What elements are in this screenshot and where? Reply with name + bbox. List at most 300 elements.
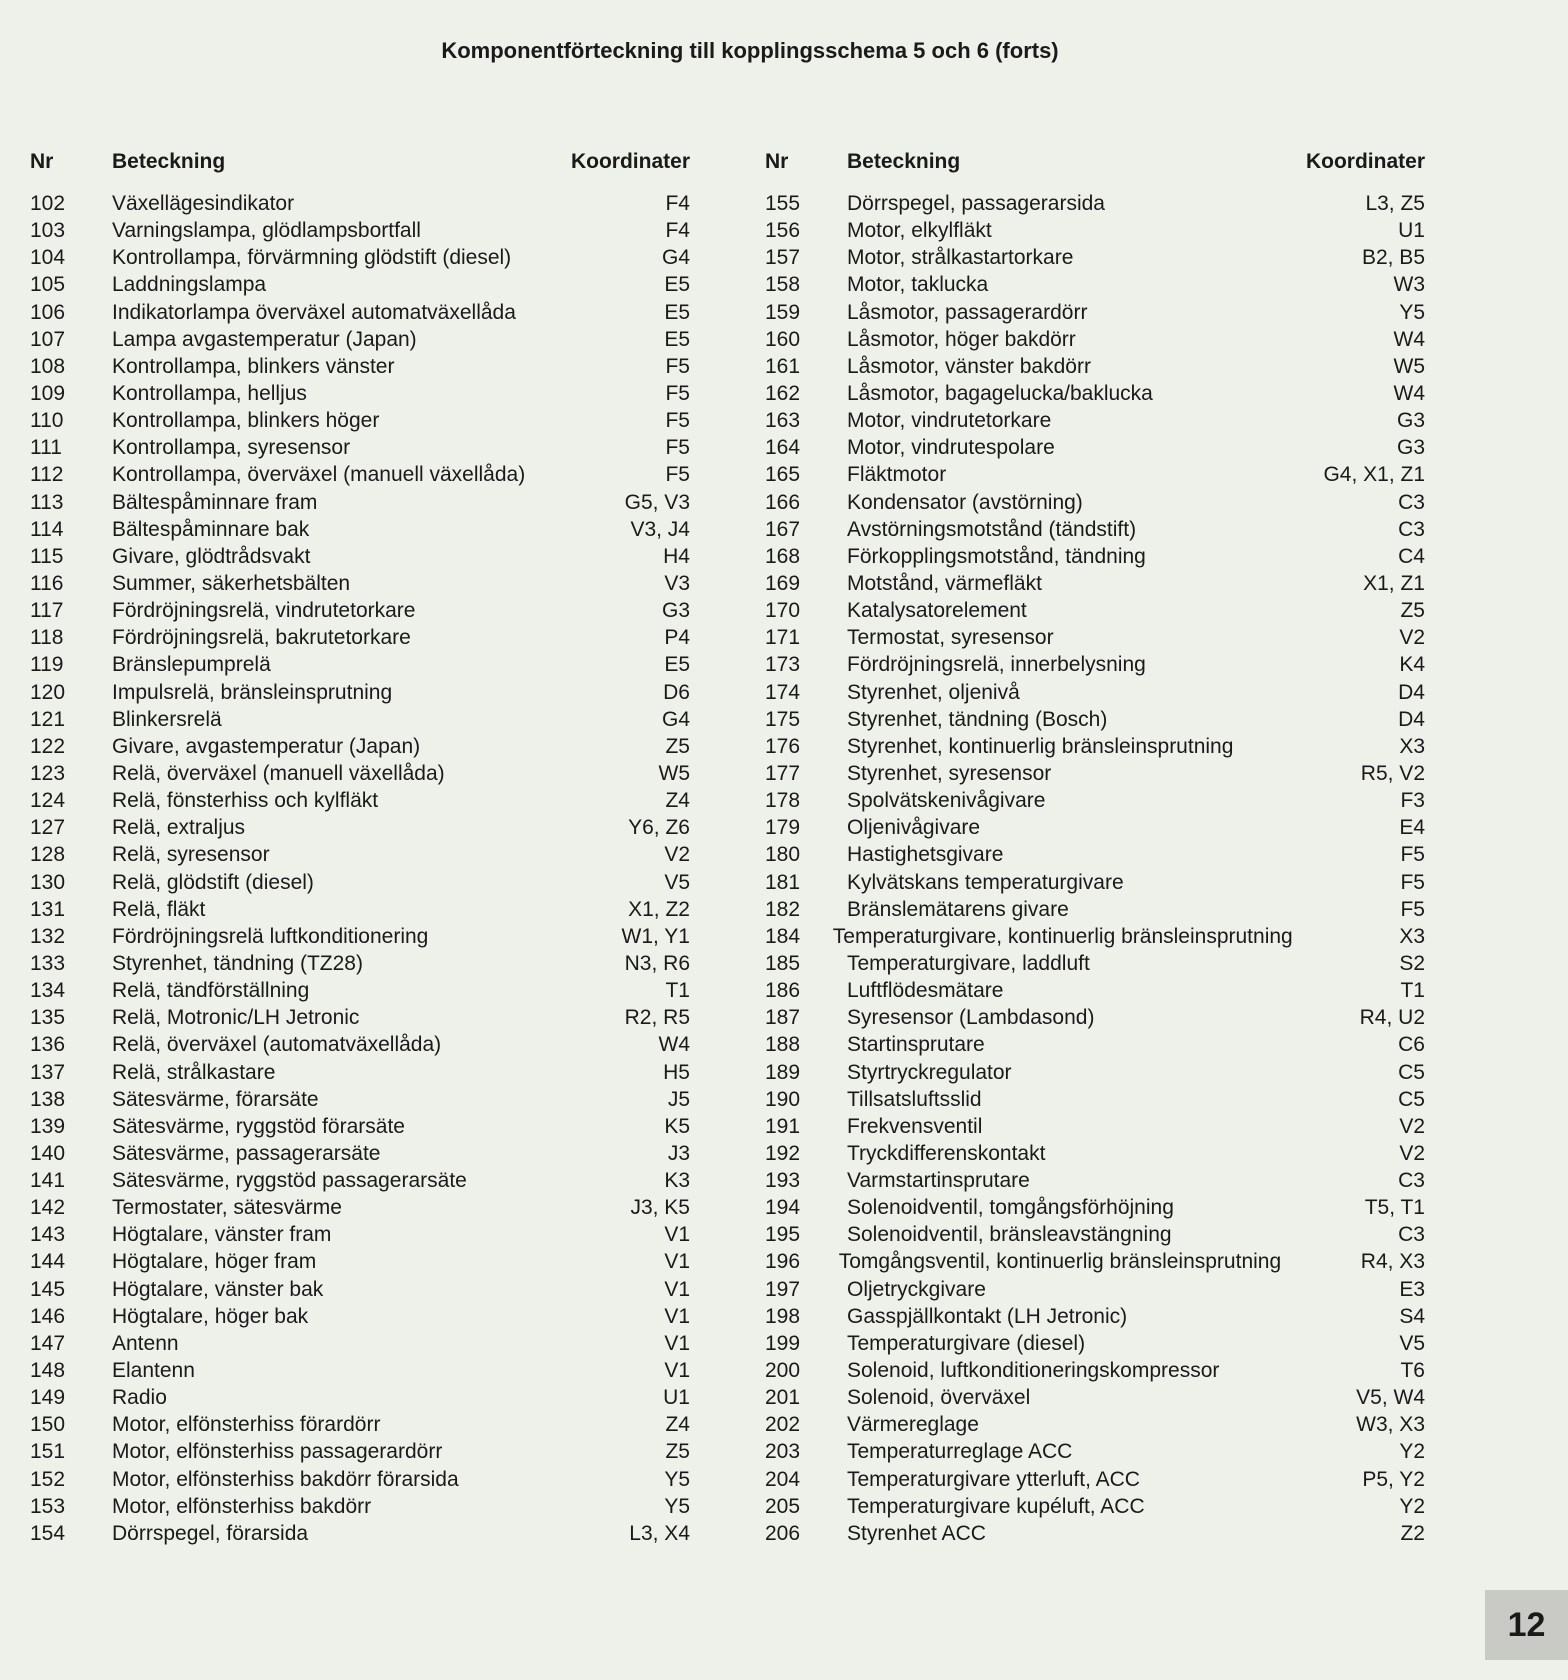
table-row bbox=[765, 843, 1425, 870]
component-coordinates: Y2 bbox=[1399, 1494, 1425, 1518]
component-coordinates: F5 bbox=[665, 381, 690, 405]
component-coordinates: J5 bbox=[667, 1087, 690, 1111]
component-number: 111 bbox=[30, 436, 62, 460]
component-name: Styrenhet, kontinuerlig bränsleinsprutning bbox=[847, 734, 1234, 758]
component-coordinates: V5 bbox=[1399, 1331, 1425, 1355]
component-coordinates: V3 bbox=[664, 571, 690, 595]
component-name: Sätesvärme, förarsäte bbox=[112, 1087, 319, 1111]
component-name: Motor, strålkastartorkare bbox=[847, 246, 1074, 270]
component-coordinates: Z4 bbox=[665, 1413, 690, 1437]
component-name: Fördröjningsrelä luftkonditionering bbox=[112, 924, 429, 948]
component-name: Bränslemätarens givare bbox=[847, 897, 1069, 921]
table-row bbox=[765, 1250, 1425, 1277]
component-number: 138 bbox=[30, 1087, 66, 1111]
component-name: Högtalare, höger bak bbox=[112, 1304, 309, 1328]
table-row bbox=[30, 1495, 690, 1522]
component-name: Förkopplingsmotstånd, tändning bbox=[847, 544, 1146, 568]
table-row bbox=[30, 219, 690, 246]
table-row bbox=[30, 355, 690, 382]
table-row bbox=[30, 1413, 690, 1440]
component-name: Kontrollampa, överväxel (manuell växellåda) bbox=[112, 463, 526, 487]
component-coordinates: J3 bbox=[667, 1141, 690, 1165]
component-name: Sätesvärme, ryggstöd förarsäte bbox=[112, 1114, 405, 1138]
component-coordinates: F5 bbox=[1400, 843, 1425, 867]
table-row bbox=[765, 789, 1425, 816]
table-row bbox=[30, 518, 690, 545]
component-name: Bältespåminnare fram bbox=[112, 490, 318, 514]
component-coordinates: Z5 bbox=[665, 1440, 690, 1464]
table-row bbox=[30, 735, 690, 762]
table-row bbox=[765, 871, 1425, 898]
component-name: Varmstartinsprutare bbox=[847, 1169, 1030, 1193]
table-row bbox=[30, 436, 690, 463]
component-coordinates: D4 bbox=[1398, 680, 1425, 704]
component-name: Tryckdifferenskontakt bbox=[847, 1141, 1046, 1165]
component-number: 148 bbox=[30, 1359, 66, 1383]
component-name: Högtalare, vänster fram bbox=[112, 1223, 332, 1247]
component-name: Relä, överväxel (manuell växellåda) bbox=[112, 761, 445, 785]
table-row bbox=[30, 1115, 690, 1142]
component-name: Styrenhet, syresensor bbox=[847, 761, 1052, 785]
component-number: 103 bbox=[30, 219, 66, 243]
component-coordinates: R2, R5 bbox=[624, 1006, 690, 1030]
component-name: Motor, elkylfläkt bbox=[847, 219, 992, 243]
component-number: 189 bbox=[765, 1060, 801, 1084]
component-coordinates: T5, T1 bbox=[1364, 1196, 1425, 1220]
component-coordinates: X1, Z2 bbox=[628, 897, 690, 921]
table-row bbox=[765, 1142, 1425, 1169]
table-row bbox=[30, 1522, 690, 1549]
table-row bbox=[30, 789, 690, 816]
component-coordinates: W4 bbox=[1393, 327, 1425, 351]
component-coordinates: E3 bbox=[1399, 1277, 1425, 1301]
table-row bbox=[30, 1359, 690, 1386]
component-name: Varningslampa, glödlampsbortfall bbox=[112, 219, 421, 243]
component-name: Relä, tändförställning bbox=[112, 979, 310, 1003]
component-name: Temperaturgivare, laddluft bbox=[847, 951, 1090, 975]
component-number: 177 bbox=[765, 761, 801, 785]
component-name: Temperaturgivare, kontinuerlig bränsleinsprutning bbox=[832, 924, 1293, 948]
component-number: 180 bbox=[765, 843, 801, 867]
component-number: 188 bbox=[765, 1033, 801, 1057]
component-number: 127 bbox=[30, 816, 66, 840]
component-name: Relä, glödstift (diesel) bbox=[112, 870, 314, 894]
table-row bbox=[30, 952, 690, 979]
component-number: 184 bbox=[765, 924, 801, 948]
table-row bbox=[765, 735, 1425, 762]
header-beteckning: Beteckning bbox=[847, 150, 961, 173]
component-coordinates: G5, V3 bbox=[624, 490, 690, 514]
table-row bbox=[30, 1278, 690, 1305]
component-coordinates: S4 bbox=[1399, 1304, 1425, 1328]
component-name: Solenoid, luftkonditioneringskompressor bbox=[847, 1359, 1220, 1383]
component-coordinates: X1, Z1 bbox=[1363, 571, 1425, 595]
component-name: Avstörningsmotstånd (tändstift) bbox=[847, 517, 1137, 541]
component-coordinates: W1, Y1 bbox=[621, 924, 690, 948]
table-row bbox=[30, 1305, 690, 1332]
component-name: Elantenn bbox=[112, 1359, 195, 1383]
table-row bbox=[30, 1386, 690, 1413]
component-name: Kontrollampa, helljus bbox=[112, 381, 307, 405]
component-number: 143 bbox=[30, 1223, 66, 1247]
component-coordinates: V1 bbox=[664, 1277, 690, 1301]
component-number: 145 bbox=[30, 1277, 66, 1301]
component-number: 175 bbox=[765, 707, 801, 731]
component-number: 157 bbox=[765, 246, 801, 270]
header-beteckning: Beteckning bbox=[112, 150, 226, 173]
component-number: 164 bbox=[765, 436, 801, 460]
component-number: 162 bbox=[765, 381, 801, 405]
component-name: Kontrollampa, blinkers vänster bbox=[112, 354, 395, 378]
component-number: 174 bbox=[765, 680, 801, 704]
component-coordinates: Y5 bbox=[664, 1467, 690, 1491]
component-name: Solenoidventil, tomgångsförhöjning bbox=[847, 1196, 1174, 1220]
component-name: Växellägesindikator bbox=[112, 192, 295, 215]
table-row bbox=[30, 1250, 690, 1277]
component-coordinates: W3 bbox=[1393, 273, 1425, 297]
component-number: 170 bbox=[765, 599, 801, 623]
table-row bbox=[30, 762, 690, 789]
header-nr: Nr bbox=[30, 150, 54, 173]
component-number: 123 bbox=[30, 761, 66, 785]
component-name: Termostat, syresensor bbox=[847, 626, 1054, 650]
component-coordinates: V2 bbox=[1399, 1141, 1425, 1165]
page-number: 12 bbox=[1485, 1590, 1568, 1660]
component-coordinates: C5 bbox=[1398, 1087, 1425, 1111]
component-coordinates: Y6, Z6 bbox=[628, 816, 690, 840]
component-coordinates: E5 bbox=[664, 653, 690, 677]
component-number: 182 bbox=[765, 897, 801, 921]
table-row bbox=[30, 925, 690, 952]
component-name: Kontrollampa, förvärmning glödstift (diesel) bbox=[112, 246, 512, 270]
component-name: Styrenhet ACC bbox=[847, 1521, 986, 1545]
component-coordinates: C6 bbox=[1398, 1033, 1425, 1057]
component-coordinates: G3 bbox=[1396, 436, 1425, 460]
component-name: Fördröjningsrelä, vindrutetorkare bbox=[112, 599, 416, 623]
component-coordinates: Z2 bbox=[1400, 1521, 1425, 1545]
component-coordinates: C5 bbox=[1398, 1060, 1425, 1084]
component-coordinates: F3 bbox=[1400, 789, 1425, 813]
table-row bbox=[30, 463, 690, 490]
component-coordinates: F5 bbox=[665, 409, 690, 433]
table-row bbox=[30, 653, 690, 680]
table-row bbox=[30, 871, 690, 898]
component-number: 135 bbox=[30, 1006, 66, 1030]
table-row bbox=[765, 653, 1425, 680]
component-name: Solenoid, överväxel bbox=[847, 1386, 1031, 1410]
page-title: Komponentförteckning till kopplingsschema 5 och 6 (forts) bbox=[441, 38, 1059, 63]
component-number: 181 bbox=[765, 870, 801, 894]
component-coordinates: V5 bbox=[664, 870, 690, 894]
component-name: Startinsprutare bbox=[847, 1033, 985, 1057]
component-coordinates: V3, J4 bbox=[630, 517, 690, 541]
component-coordinates: F5 bbox=[1400, 897, 1425, 921]
component-coordinates: H5 bbox=[663, 1060, 690, 1084]
component-name: Blinkersrelä bbox=[112, 707, 222, 731]
component-name: Frekvensventil bbox=[847, 1114, 983, 1138]
component-coordinates: G3 bbox=[661, 599, 690, 623]
component-coordinates: W4 bbox=[1393, 381, 1425, 405]
component-number: 193 bbox=[765, 1169, 801, 1193]
component-coordinates: G4 bbox=[661, 707, 690, 731]
component-coordinates: E4 bbox=[1399, 816, 1425, 840]
component-name: Motor, elfönsterhiss passagerardörr bbox=[112, 1440, 443, 1464]
component-coordinates: B2, B5 bbox=[1361, 246, 1425, 270]
component-number: 132 bbox=[30, 924, 66, 948]
component-name: Fördröjningsrelä, innerbelysning bbox=[847, 653, 1146, 677]
table-row bbox=[765, 1223, 1425, 1250]
component-number: 118 bbox=[30, 626, 64, 650]
component-number: 191 bbox=[765, 1114, 801, 1138]
table-row bbox=[765, 1061, 1425, 1088]
component-coordinates: P4 bbox=[664, 626, 690, 650]
component-number: 161 bbox=[765, 354, 801, 378]
table-row bbox=[765, 1006, 1425, 1033]
component-coordinates: E5 bbox=[664, 327, 690, 351]
component-coordinates: W4 bbox=[658, 1033, 690, 1057]
table-row bbox=[765, 355, 1425, 382]
component-name: Relä, syresensor bbox=[112, 843, 270, 867]
table-row bbox=[765, 409, 1425, 436]
component-number: 171 bbox=[765, 626, 801, 650]
component-number: 198 bbox=[765, 1304, 801, 1328]
component-coordinates: W5 bbox=[1393, 354, 1425, 378]
table-row bbox=[765, 1413, 1425, 1440]
component-number: 205 bbox=[765, 1494, 801, 1518]
component-name: Givare, avgastemperatur (Japan) bbox=[112, 734, 421, 758]
component-number: 134 bbox=[30, 979, 66, 1003]
component-name: Temperaturgivare (diesel) bbox=[847, 1331, 1086, 1355]
table-row bbox=[765, 708, 1425, 735]
component-name: Spolvätskenivågivare bbox=[847, 789, 1046, 813]
component-number: 150 bbox=[30, 1413, 66, 1437]
component-name: Motor, vindrutespolare bbox=[847, 436, 1055, 460]
component-number: 144 bbox=[30, 1250, 66, 1274]
component-name: Kondensator (avstörning) bbox=[847, 490, 1083, 514]
component-number: 115 bbox=[30, 544, 64, 568]
component-name: Antenn bbox=[112, 1331, 179, 1355]
header-koordinater: Koordinater bbox=[1305, 150, 1425, 173]
table-row bbox=[30, 572, 690, 599]
component-coordinates: X3 bbox=[1399, 924, 1425, 948]
component-name: Lampa avgastemperatur (Japan) bbox=[112, 327, 417, 351]
table-row bbox=[765, 1332, 1425, 1359]
table-row bbox=[765, 1359, 1425, 1386]
component-coordinates: C3 bbox=[1398, 490, 1425, 514]
table-row bbox=[765, 301, 1425, 328]
component-coordinates: V1 bbox=[664, 1331, 690, 1355]
component-coordinates: C3 bbox=[1398, 517, 1425, 541]
table-row bbox=[765, 979, 1425, 1006]
component-number: 107 bbox=[30, 327, 66, 351]
component-name: Sätesvärme, ryggstöd passagerarsäte bbox=[112, 1169, 467, 1193]
component-name: Summer, säkerhetsbälten bbox=[112, 571, 351, 595]
component-name: Radio bbox=[112, 1386, 167, 1410]
component-name: Bränslepumprelä bbox=[112, 653, 271, 677]
table-header bbox=[30, 150, 690, 192]
table-row bbox=[30, 898, 690, 925]
component-name: Motstånd, värmefläkt bbox=[847, 571, 1042, 595]
component-number: 140 bbox=[30, 1141, 66, 1165]
table-row bbox=[30, 1223, 690, 1250]
table-row bbox=[765, 1468, 1425, 1495]
component-number: 190 bbox=[765, 1087, 801, 1111]
component-name: Relä, Motronic/LH Jetronic bbox=[112, 1006, 360, 1030]
component-number: 194 bbox=[765, 1196, 801, 1220]
table-row bbox=[765, 599, 1425, 626]
component-coordinates: F5 bbox=[1400, 870, 1425, 894]
component-coordinates: T6 bbox=[1400, 1359, 1425, 1383]
component-number: 169 bbox=[765, 571, 801, 595]
component-number: 104 bbox=[30, 246, 66, 270]
table-row bbox=[765, 273, 1425, 300]
component-number: 204 bbox=[765, 1467, 801, 1491]
component-coordinates: V2 bbox=[1399, 1114, 1425, 1138]
component-number: 151 bbox=[30, 1440, 66, 1464]
component-name: Relä, extraljus bbox=[112, 816, 246, 840]
table-row bbox=[30, 328, 690, 355]
table-row bbox=[30, 301, 690, 328]
component-number: 113 bbox=[30, 490, 64, 514]
component-coordinates: Z4 bbox=[665, 789, 690, 813]
component-name: Relä, överväxel (automatväxellåda) bbox=[112, 1033, 442, 1057]
component-name: Oljetryckgivare bbox=[847, 1277, 986, 1301]
component-number: 202 bbox=[765, 1413, 801, 1437]
component-number: 165 bbox=[765, 463, 801, 487]
component-number: 130 bbox=[30, 870, 66, 894]
component-number: 206 bbox=[765, 1521, 801, 1545]
component-number: 156 bbox=[765, 219, 801, 243]
table-row bbox=[765, 1169, 1425, 1196]
component-number: 121 bbox=[30, 707, 66, 731]
component-number: 136 bbox=[30, 1033, 66, 1057]
component-name: Oljenivågivare bbox=[847, 816, 981, 840]
component-number: 122 bbox=[30, 734, 66, 758]
component-coordinates: Z5 bbox=[1400, 599, 1425, 623]
component-number: 133 bbox=[30, 951, 66, 975]
table-row bbox=[30, 843, 690, 870]
table-row bbox=[765, 681, 1425, 708]
component-coordinates: F4 bbox=[665, 192, 690, 215]
component-coordinates: P5, Y2 bbox=[1362, 1467, 1425, 1491]
component-name: Luftflödesmätare bbox=[847, 979, 1004, 1003]
table-row bbox=[765, 1088, 1425, 1115]
component-number: 116 bbox=[30, 571, 64, 595]
component-number: 147 bbox=[30, 1331, 66, 1355]
component-coordinates: C4 bbox=[1398, 544, 1425, 568]
table-row bbox=[765, 898, 1425, 925]
component-number: 141 bbox=[30, 1169, 66, 1193]
table-row bbox=[30, 1169, 690, 1196]
table-row bbox=[765, 545, 1425, 572]
table-row bbox=[765, 572, 1425, 599]
component-coordinates: V2 bbox=[1399, 626, 1425, 650]
component-number: 163 bbox=[765, 409, 801, 433]
table-row bbox=[765, 626, 1425, 653]
table-row bbox=[765, 463, 1425, 490]
component-name: Tomgångsventil, kontinuerlig bränsleinsprutning bbox=[838, 1250, 1282, 1274]
component-coordinates: F5 bbox=[665, 436, 690, 460]
component-name: Bältespåminnare bak bbox=[112, 517, 310, 541]
table-row bbox=[765, 1495, 1425, 1522]
component-name: Låsmotor, passagerardörr bbox=[847, 300, 1088, 324]
component-name: Temperaturreglage ACC bbox=[847, 1440, 1073, 1464]
table-row bbox=[765, 436, 1425, 463]
component-name: Impulsrelä, bränsleinsprutning bbox=[112, 680, 393, 704]
component-name: Motor, elfönsterhiss bakdörr förarsida bbox=[112, 1467, 459, 1491]
table-row bbox=[765, 1196, 1425, 1223]
component-number: 146 bbox=[30, 1304, 66, 1328]
component-coordinates: T1 bbox=[665, 979, 690, 1003]
component-name: Relä, fläkt bbox=[112, 897, 206, 921]
component-number: 139 bbox=[30, 1114, 66, 1138]
table-row bbox=[765, 952, 1425, 979]
component-coordinates: R4, X3 bbox=[1360, 1250, 1425, 1274]
component-list-right bbox=[765, 150, 1425, 1549]
component-name: Motor, vindrutetorkare bbox=[847, 409, 1052, 433]
component-number: 168 bbox=[765, 544, 801, 568]
component-name: Fläktmotor bbox=[847, 463, 947, 487]
table-row bbox=[30, 681, 690, 708]
component-coordinates: X3 bbox=[1399, 734, 1425, 758]
component-coordinates: T1 bbox=[1400, 979, 1425, 1003]
component-coordinates: Z5 bbox=[665, 734, 690, 758]
component-number: 142 bbox=[30, 1196, 66, 1220]
component-number: 159 bbox=[765, 300, 801, 324]
component-name: Högtalare, höger fram bbox=[112, 1250, 317, 1274]
component-name: Termostater, sätesvärme bbox=[112, 1196, 342, 1220]
component-coordinates: V5, W4 bbox=[1356, 1386, 1425, 1410]
component-coordinates: Y5 bbox=[1399, 300, 1425, 324]
component-coordinates: E5 bbox=[664, 300, 690, 324]
component-name: Kontrollampa, syresensor bbox=[112, 436, 351, 460]
component-coordinates: G4 bbox=[661, 246, 690, 270]
component-number: 152 bbox=[30, 1467, 66, 1491]
component-list-left bbox=[30, 150, 690, 1549]
table-row bbox=[30, 1006, 690, 1033]
component-number: 178 bbox=[765, 789, 801, 813]
table-row bbox=[765, 1522, 1425, 1549]
component-name: Syresensor (Lambdasond) bbox=[847, 1006, 1095, 1030]
component-name: Motor, elfönsterhiss bakdörr bbox=[112, 1494, 372, 1518]
table-row bbox=[30, 816, 690, 843]
component-number: 112 bbox=[30, 463, 64, 487]
table-row bbox=[765, 382, 1425, 409]
component-number: 195 bbox=[765, 1223, 801, 1247]
table-row bbox=[765, 1440, 1425, 1467]
component-number: 197 bbox=[765, 1277, 801, 1301]
table-row bbox=[30, 273, 690, 300]
table-row bbox=[30, 979, 690, 1006]
table-row bbox=[765, 491, 1425, 518]
component-name: Styrtryckregulator bbox=[847, 1060, 1012, 1084]
component-coordinates: U1 bbox=[1398, 219, 1425, 243]
component-name: Styrenhet, oljenivå bbox=[847, 680, 1020, 704]
component-name: Dörrspegel, passagerarsida bbox=[847, 192, 1105, 215]
component-name: Styrenhet, tändning (Bosch) bbox=[847, 707, 1108, 731]
component-name: Relä, strålkastare bbox=[112, 1060, 276, 1084]
component-number: 120 bbox=[30, 680, 66, 704]
component-number: 110 bbox=[30, 409, 64, 433]
component-number: 106 bbox=[30, 300, 66, 324]
component-coordinates: F5 bbox=[665, 463, 690, 487]
component-number: 187 bbox=[765, 1006, 801, 1030]
component-coordinates: C3 bbox=[1398, 1223, 1425, 1247]
component-coordinates: R5, V2 bbox=[1360, 761, 1425, 785]
component-name: Sätesvärme, passagerarsäte bbox=[112, 1141, 381, 1165]
component-coordinates: N3, R6 bbox=[624, 951, 690, 975]
component-number: 173 bbox=[765, 653, 801, 677]
